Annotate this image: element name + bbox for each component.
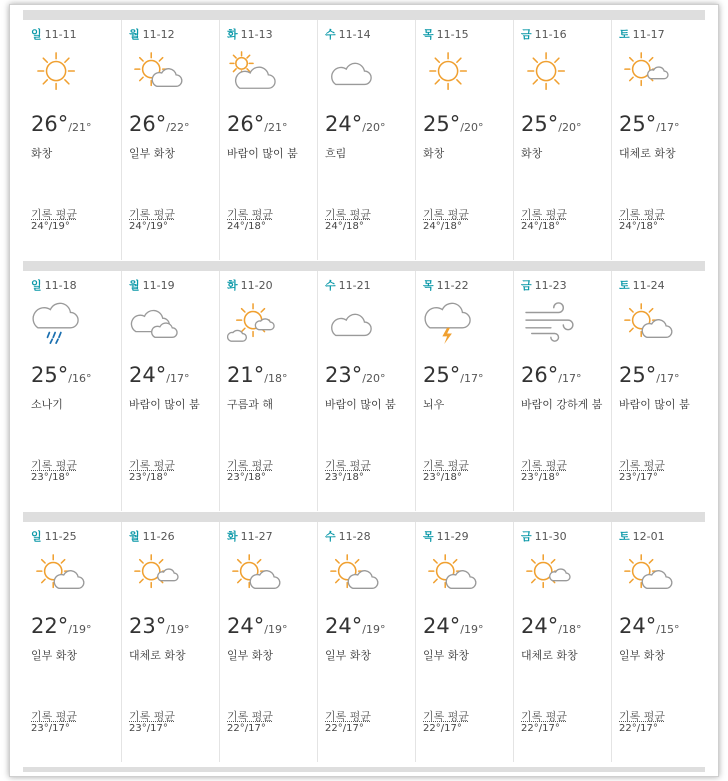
record-average-value: 22°/17° bbox=[521, 723, 560, 734]
day-forecast-card[interactable] bbox=[219, 20, 318, 260]
temperature bbox=[325, 614, 385, 638]
day-date bbox=[521, 277, 567, 293]
high-temp: 25° bbox=[619, 112, 657, 136]
day-of-week: 수 bbox=[325, 28, 336, 41]
date-label: 11-21 bbox=[338, 279, 371, 292]
day-date bbox=[129, 26, 175, 42]
day-forecast-card[interactable] bbox=[317, 20, 416, 260]
mostly-sunny-icon bbox=[521, 552, 575, 596]
low-temp: /21° bbox=[264, 121, 288, 134]
day-forecast-card[interactable] bbox=[23, 522, 122, 762]
record-average-link[interactable]: 기록 평균 bbox=[227, 208, 274, 221]
forecast-week-row bbox=[23, 522, 705, 762]
high-temp: 22° bbox=[31, 614, 69, 638]
condition-text: 바람이 강하게 붐 bbox=[521, 398, 603, 411]
record-average-link[interactable]: 기록 평균 bbox=[619, 710, 666, 723]
sun-icon bbox=[31, 50, 85, 94]
date-label: 11-24 bbox=[632, 279, 665, 292]
condition-text: 일부 화창 bbox=[227, 649, 274, 662]
day-forecast-card[interactable] bbox=[611, 522, 709, 762]
day-forecast-card[interactable] bbox=[611, 20, 709, 260]
day-date bbox=[227, 277, 273, 293]
day-of-week: 목 bbox=[423, 279, 434, 292]
day-of-week: 금 bbox=[521, 530, 532, 543]
low-temp: /19° bbox=[362, 623, 386, 636]
record-average-value: 23°/18° bbox=[31, 472, 70, 483]
day-forecast-card[interactable] bbox=[23, 20, 122, 260]
record-average-link[interactable]: 기록 평균 bbox=[423, 459, 470, 472]
day-of-week: 일 bbox=[31, 28, 42, 41]
date-label: 12-01 bbox=[632, 530, 665, 543]
date-label: 11-19 bbox=[142, 279, 175, 292]
day-forecast-card[interactable] bbox=[513, 20, 612, 260]
temperature bbox=[325, 363, 385, 387]
condition-text: 바람이 많이 붐 bbox=[325, 398, 396, 411]
record-average-link[interactable]: 기록 평균 bbox=[423, 710, 470, 723]
low-temp: /18° bbox=[558, 623, 582, 636]
date-label: 11-14 bbox=[338, 28, 371, 41]
day-date bbox=[619, 26, 665, 42]
mostly-sunny-icon bbox=[619, 50, 673, 94]
thunder-cloud-icon bbox=[423, 301, 477, 345]
record-average-value: 23°/18° bbox=[423, 472, 462, 483]
temperature bbox=[227, 363, 287, 387]
high-temp: 25° bbox=[423, 363, 461, 387]
temperature bbox=[129, 363, 189, 387]
forecast-week-row bbox=[23, 20, 705, 260]
record-average-link[interactable]: 기록 평균 bbox=[31, 459, 78, 472]
date-label: 11-11 bbox=[44, 28, 77, 41]
record-average-value: 23°/18° bbox=[129, 472, 168, 483]
day-date bbox=[325, 277, 371, 293]
high-temp: 24° bbox=[521, 614, 559, 638]
day-of-week: 일 bbox=[31, 530, 42, 543]
date-label: 11-12 bbox=[142, 28, 175, 41]
record-average-value: 22°/17° bbox=[325, 723, 364, 734]
high-temp: 26° bbox=[31, 112, 69, 136]
low-temp: /19° bbox=[460, 623, 484, 636]
temperature bbox=[619, 614, 679, 638]
low-temp: /20° bbox=[362, 121, 386, 134]
partly-sunny-icon bbox=[227, 552, 281, 596]
temperature bbox=[521, 112, 581, 136]
temperature bbox=[31, 614, 91, 638]
day-date bbox=[521, 26, 567, 42]
record-average-link[interactable]: 기록 평균 bbox=[521, 459, 568, 472]
date-label: 11-28 bbox=[338, 530, 371, 543]
two-clouds-icon bbox=[129, 301, 183, 345]
day-forecast-card[interactable] bbox=[317, 522, 416, 762]
low-temp: /17° bbox=[656, 372, 680, 385]
day-date bbox=[423, 26, 469, 42]
record-average-link[interactable]: 기록 평균 bbox=[521, 710, 568, 723]
condition-text: 바람이 많이 붐 bbox=[129, 398, 200, 411]
condition-text: 화창 bbox=[423, 147, 445, 160]
high-temp: 21° bbox=[227, 363, 265, 387]
day-date bbox=[31, 277, 77, 293]
condition-text: 소나기 bbox=[31, 398, 63, 411]
temperature bbox=[521, 614, 581, 638]
high-temp: 25° bbox=[423, 112, 461, 136]
date-label: 11-26 bbox=[142, 530, 175, 543]
temperature bbox=[227, 112, 287, 136]
record-average-link[interactable]: 기록 평균 bbox=[31, 710, 78, 723]
record-average-link[interactable]: 기록 평균 bbox=[325, 710, 372, 723]
rain-cloud-icon bbox=[31, 301, 85, 345]
condition-text: 구름과 해 bbox=[227, 398, 274, 411]
temperature bbox=[423, 363, 483, 387]
date-label: 11-23 bbox=[534, 279, 567, 292]
high-temp: 26° bbox=[129, 112, 167, 136]
sun-clouds-icon bbox=[227, 301, 281, 345]
temperature bbox=[31, 363, 91, 387]
day-date bbox=[129, 528, 175, 544]
week-separator bbox=[23, 512, 705, 522]
condition-text: 대체로 화창 bbox=[521, 649, 578, 662]
date-label: 11-22 bbox=[436, 279, 469, 292]
high-temp: 25° bbox=[619, 363, 657, 387]
low-temp: /20° bbox=[460, 121, 484, 134]
record-average-value: 22°/17° bbox=[227, 723, 266, 734]
day-of-week: 일 bbox=[31, 279, 42, 292]
high-temp: 24° bbox=[129, 363, 167, 387]
low-temp: /15° bbox=[656, 623, 680, 636]
cloud-icon bbox=[325, 301, 379, 345]
condition-text: 흐림 bbox=[325, 147, 347, 160]
record-average-value: 22°/17° bbox=[619, 723, 658, 734]
record-average-value: 23°/17° bbox=[129, 723, 168, 734]
low-temp: /22° bbox=[166, 121, 190, 134]
temperature bbox=[129, 112, 189, 136]
day-date bbox=[423, 528, 469, 544]
cloud-icon bbox=[325, 50, 379, 94]
high-temp: 26° bbox=[521, 363, 559, 387]
condition-text: 일부 화창 bbox=[423, 649, 470, 662]
day-date bbox=[325, 528, 371, 544]
day-forecast-card[interactable] bbox=[121, 20, 220, 260]
temperature bbox=[31, 112, 91, 136]
record-average-link[interactable]: 기록 평균 bbox=[129, 459, 176, 472]
day-of-week: 금 bbox=[521, 28, 532, 41]
record-average-value: 23°/17° bbox=[619, 472, 658, 483]
condition-text: 대체로 화창 bbox=[129, 649, 186, 662]
day-forecast-card[interactable] bbox=[611, 271, 709, 511]
day-of-week: 화 bbox=[227, 530, 238, 543]
date-label: 11-15 bbox=[436, 28, 469, 41]
date-label: 11-13 bbox=[240, 28, 273, 41]
day-date bbox=[423, 277, 469, 293]
day-date bbox=[227, 26, 273, 42]
record-average-value: 24°/19° bbox=[31, 221, 70, 232]
day-of-week: 월 bbox=[129, 530, 140, 543]
day-of-week: 목 bbox=[423, 530, 434, 543]
date-label: 11-18 bbox=[44, 279, 77, 292]
condition-text: 일부 화창 bbox=[325, 649, 372, 662]
high-temp: 23° bbox=[129, 614, 167, 638]
high-temp: 24° bbox=[325, 112, 363, 136]
record-average-link[interactable]: 기록 평균 bbox=[325, 459, 372, 472]
condition-text: 바람이 많이 붐 bbox=[619, 398, 690, 411]
high-temp: 24° bbox=[227, 614, 265, 638]
day-forecast-card[interactable] bbox=[513, 522, 612, 762]
day-date bbox=[325, 26, 371, 42]
temperature bbox=[227, 614, 287, 638]
condition-text: 바람이 많이 붐 bbox=[227, 147, 298, 160]
partly-sunny-icon bbox=[129, 50, 183, 94]
day-date bbox=[31, 26, 77, 42]
low-temp: /19° bbox=[68, 623, 92, 636]
day-forecast-card[interactable] bbox=[415, 20, 514, 260]
temperature bbox=[619, 112, 679, 136]
forecast-week-row bbox=[23, 271, 705, 511]
day-date bbox=[129, 277, 175, 293]
condition-text: 뇌우 bbox=[423, 398, 445, 411]
high-temp: 23° bbox=[325, 363, 363, 387]
condition-text: 일부 화창 bbox=[31, 649, 78, 662]
partly-sunny-icon bbox=[619, 301, 673, 345]
date-label: 11-17 bbox=[632, 28, 665, 41]
record-average-link[interactable]: 기록 평균 bbox=[619, 459, 666, 472]
date-label: 11-30 bbox=[534, 530, 567, 543]
day-forecast-card[interactable] bbox=[23, 271, 122, 511]
record-average-link[interactable]: 기록 평균 bbox=[619, 208, 666, 221]
day-forecast-card[interactable] bbox=[513, 271, 612, 511]
temperature bbox=[423, 112, 483, 136]
day-forecast-card[interactable] bbox=[121, 271, 220, 511]
high-temp: 25° bbox=[31, 363, 69, 387]
partly-sunny-icon bbox=[31, 552, 85, 596]
temperature bbox=[423, 614, 483, 638]
partly-sunny-icon bbox=[325, 552, 379, 596]
condition-text: 화창 bbox=[31, 147, 53, 160]
partly-sunny-icon bbox=[423, 552, 477, 596]
high-temp: 24° bbox=[325, 614, 363, 638]
record-average-value: 24°/18° bbox=[521, 221, 560, 232]
week-separator bbox=[23, 10, 705, 20]
day-of-week: 월 bbox=[129, 28, 140, 41]
mostly-sunny-icon bbox=[129, 552, 183, 596]
wind-icon bbox=[521, 301, 575, 345]
week-separator bbox=[23, 261, 705, 271]
day-of-week: 토 bbox=[619, 279, 630, 292]
record-average-value: 24°/18° bbox=[423, 221, 462, 232]
record-average-link[interactable]: 기록 평균 bbox=[129, 710, 176, 723]
condition-text: 화창 bbox=[521, 147, 543, 160]
high-temp: 25° bbox=[521, 112, 559, 136]
mostly-cloudy-icon bbox=[227, 50, 281, 94]
day-forecast-card[interactable] bbox=[415, 522, 514, 762]
low-temp: /17° bbox=[166, 372, 190, 385]
day-date bbox=[521, 528, 567, 544]
day-of-week: 월 bbox=[129, 279, 140, 292]
record-average-value: 24°/18° bbox=[325, 221, 364, 232]
day-of-week: 토 bbox=[619, 28, 630, 41]
low-temp: /17° bbox=[656, 121, 680, 134]
record-average-value: 23°/17° bbox=[31, 723, 70, 734]
condition-text: 대체로 화창 bbox=[619, 147, 676, 160]
record-average-value: 24°/18° bbox=[227, 221, 266, 232]
date-label: 11-16 bbox=[534, 28, 567, 41]
week-separator bbox=[23, 767, 705, 772]
record-average-link[interactable]: 기록 평균 bbox=[521, 208, 568, 221]
day-forecast-card[interactable] bbox=[317, 271, 416, 511]
low-temp: /17° bbox=[558, 372, 582, 385]
low-temp: /18° bbox=[264, 372, 288, 385]
low-temp: /20° bbox=[362, 372, 386, 385]
high-temp: 26° bbox=[227, 112, 265, 136]
day-of-week: 화 bbox=[227, 279, 238, 292]
condition-text: 일부 화창 bbox=[619, 649, 666, 662]
day-date bbox=[619, 277, 665, 293]
sun-icon bbox=[521, 50, 575, 94]
partly-sunny-icon bbox=[619, 552, 673, 596]
day-date bbox=[619, 528, 665, 544]
day-forecast-card[interactable] bbox=[415, 271, 514, 511]
high-temp: 24° bbox=[423, 614, 461, 638]
day-of-week: 목 bbox=[423, 28, 434, 41]
temperature bbox=[325, 112, 385, 136]
sun-icon bbox=[423, 50, 477, 94]
record-average-value: 23°/18° bbox=[521, 472, 560, 483]
record-average-value: 23°/18° bbox=[227, 472, 266, 483]
date-label: 11-20 bbox=[240, 279, 273, 292]
date-label: 11-29 bbox=[436, 530, 469, 543]
low-temp: /20° bbox=[558, 121, 582, 134]
record-average-link[interactable]: 기록 평균 bbox=[423, 208, 470, 221]
date-label: 11-25 bbox=[44, 530, 77, 543]
day-of-week: 토 bbox=[619, 530, 630, 543]
low-temp: /16° bbox=[68, 372, 92, 385]
day-forecast-card[interactable] bbox=[121, 522, 220, 762]
record-average-link[interactable]: 기록 평균 bbox=[227, 710, 274, 723]
temperature bbox=[129, 614, 189, 638]
temperature bbox=[521, 363, 581, 387]
day-date bbox=[227, 528, 273, 544]
record-average-value: 24°/19° bbox=[129, 221, 168, 232]
date-label: 11-27 bbox=[240, 530, 273, 543]
day-of-week: 수 bbox=[325, 279, 336, 292]
day-of-week: 화 bbox=[227, 28, 238, 41]
high-temp: 24° bbox=[619, 614, 657, 638]
day-of-week: 수 bbox=[325, 530, 336, 543]
record-average-link[interactable]: 기록 평균 bbox=[227, 459, 274, 472]
low-temp: /17° bbox=[460, 372, 484, 385]
day-forecast-card[interactable] bbox=[219, 522, 318, 762]
day-of-week: 금 bbox=[521, 279, 532, 292]
record-average-link[interactable]: 기록 평균 bbox=[31, 208, 78, 221]
low-temp: /19° bbox=[264, 623, 288, 636]
record-average-link[interactable]: 기록 평균 bbox=[129, 208, 176, 221]
condition-text: 일부 화창 bbox=[129, 147, 176, 160]
record-average-value: 23°/18° bbox=[325, 472, 364, 483]
day-forecast-card[interactable] bbox=[219, 271, 318, 511]
record-average-link[interactable]: 기록 평균 bbox=[325, 208, 372, 221]
low-temp: /19° bbox=[166, 623, 190, 636]
temperature bbox=[619, 363, 679, 387]
record-average-value: 22°/17° bbox=[423, 723, 462, 734]
day-date bbox=[31, 528, 77, 544]
record-average-value: 24°/18° bbox=[619, 221, 658, 232]
low-temp: /21° bbox=[68, 121, 92, 134]
